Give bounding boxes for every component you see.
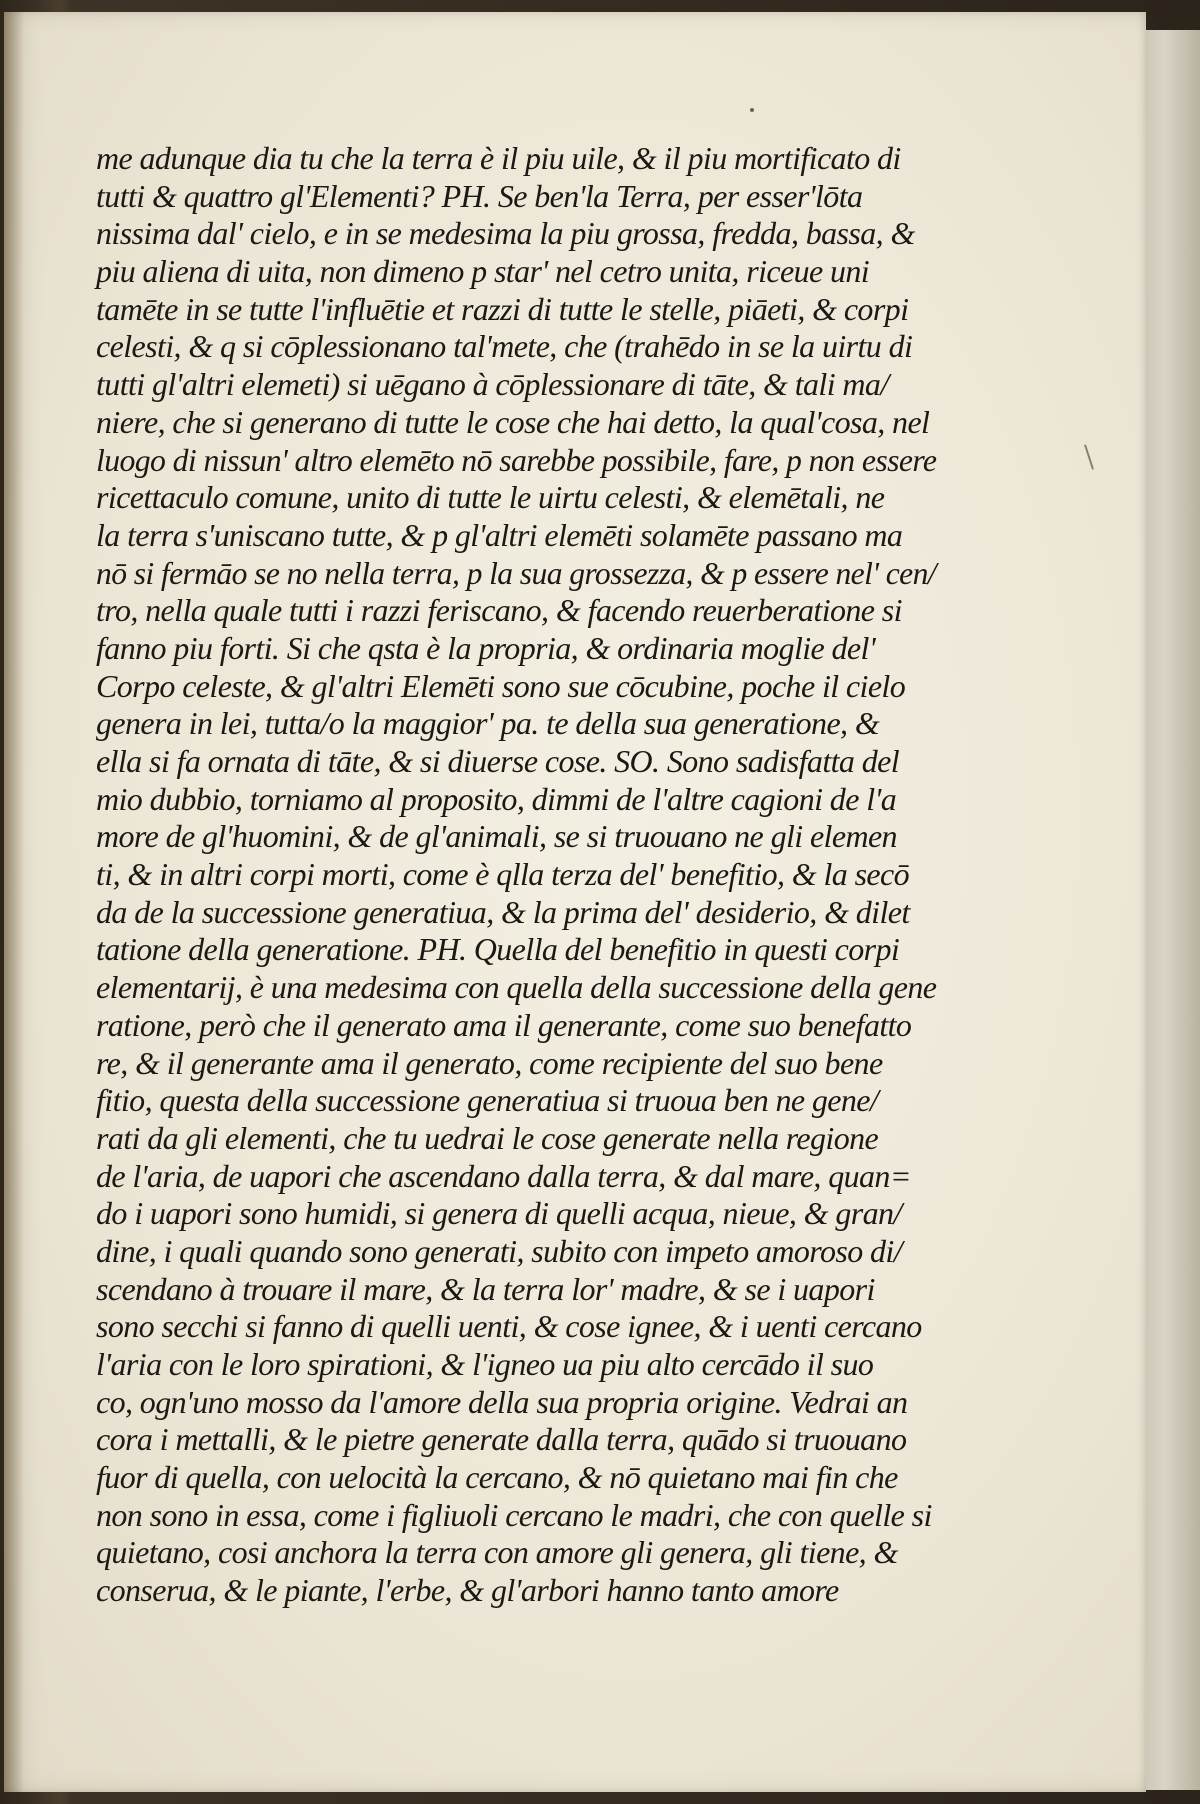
text-line: cora i mettalli, & le pietre generate dalla terra, quādo si truouano — [96, 1421, 907, 1458]
text-line: tutti gl'altri elemeti) si uēgano à cōplessionare di tāte, & tali ma/ — [96, 366, 889, 403]
page-text-block — [96, 140, 936, 1610]
text-line: mio dubbio, torniamo al proposito, dimmi de l'altre cagioni de l'a — [96, 780, 897, 817]
text-line: ella si fa ornata di tāte, & si diuerse cose. SO. Sono sadisfatta del — [96, 743, 900, 779]
text-line: piu aliena di uita, non dimeno p star' nel cetro unita, riceue uni — [96, 253, 870, 290]
text-line: celesti, & q si cōplessionano tal'mete, che (trahēdo in se la uirtu di — [96, 328, 913, 365]
text-line: tatione della generatione. PH. Quella del benefitio in questi corpi — [96, 931, 900, 968]
text-line: quietano, cosi anchora la terra con amore gli genera, gli tiene, & — [96, 1534, 898, 1571]
text-line: tamēte in se tutte l'influētie et razzi di tutte le stelle, piāeti, & corpi — [96, 290, 909, 327]
text-line: dine, i quali quando sono generati, subito con impeto amoroso di/ — [96, 1232, 903, 1269]
text-line: rati da gli elementi, che tu uedrai le cose generate nella regione — [96, 1119, 879, 1156]
text-line: co, ogn'uno mosso da l'amore della sua propria origine. Vedrai an — [96, 1383, 908, 1420]
text-line: fanno piu forti. Si che qsta è la propria, & ordinaria moglie del' — [96, 629, 876, 666]
text-line: scendano à trouare il mare, & la terra lor' madre, & se i uapori — [96, 1270, 875, 1307]
text-line: da de la successione generatiua, & la prima del' desiderio, & dilet — [96, 893, 910, 930]
text-line: nō si fermāo se no nella terra, p la sua grossezza, & p essere nel' cen/ — [96, 554, 937, 591]
text-line: Corpo celeste, & gl'altri Elemēti sono sue cōcubine, poche il cielo — [96, 667, 906, 704]
text-line: niere, che si generano di tutte le cose che hai detto, la qual'cosa, nel — [96, 403, 930, 440]
text-line: genera in lei, tutta/o la maggior' pa. te della sua generatione, & — [96, 705, 880, 742]
text-line: tro, nella quale tutti i razzi feriscano, & facendo reuerberatione si — [96, 592, 902, 629]
page-stack-edge — [1140, 30, 1200, 1790]
text-line: luogo di nissun' altro elemēto nō sarebbe possibile, fare, p non essere — [96, 441, 937, 478]
book-page — [4, 12, 1146, 1792]
text-line: re, & il generante ama il generato, come recipiente del suo bene — [96, 1044, 883, 1081]
text-line: more de gl'huomini, & de gl'animali, se si truouano ne gli elemen — [96, 818, 897, 855]
text-line: de l'aria, de uapori che ascendano dalla terra, & dal mare, quan= — [96, 1157, 911, 1194]
text-line: conserua, & le piante, l'erbe, & gl'arbori hanno tanto amore — [96, 1572, 839, 1609]
text-line: tutti & quattro gl'Elementi? PH. Se ben'la Terra, per esser'lōta — [96, 177, 863, 214]
text-line: sono secchi si fanno di quelli uenti, & cose ignee, & i uenti cercano — [96, 1308, 922, 1345]
text-line: fuor di quella, con uelocità la cercano, & nō quietano mai fin che — [96, 1459, 898, 1496]
text-line: l'aria con le loro spirationi, & l'igneo ua piu alto cercādo il suo — [96, 1346, 874, 1382]
ink-speck — [750, 108, 754, 112]
text-line: la terra s'uniscano tutte, & p gl'altri elemēti solamēte passano ma — [96, 516, 903, 553]
page-gutter-shadow — [4, 12, 24, 1792]
text-line: non sono in essa, come i figliuoli cercano le madri, che con quelle si — [96, 1496, 932, 1533]
text-line: fitio, questa della successione generatiua si truoua ben ne gene/ — [96, 1082, 879, 1119]
text-line: ratione, però che il generato ama il generante, come suo benefatto — [96, 1006, 912, 1043]
text-line: me adunque dia tu che la terra è il piu uile, & il piu mortificato di — [96, 140, 901, 176]
text-line: ti, & in altri corpi morti, come è qlla terza del' benefitio, & la secō — [96, 856, 910, 893]
text-line: elementarij, è una medesima con quella della successione della gene — [96, 969, 937, 1006]
text-line: nissima dal' cielo, e in se medesima la piu grossa, fredda, bassa, & — [96, 215, 915, 252]
text-line: ricettaculo comune, unito di tutte le uirtu celesti, & elemētali, ne — [96, 479, 885, 516]
text-line: do i uapori sono humidi, si genera di quelli acqua, nieue, & gran/ — [96, 1195, 902, 1232]
margin-mark — [1084, 444, 1094, 469]
